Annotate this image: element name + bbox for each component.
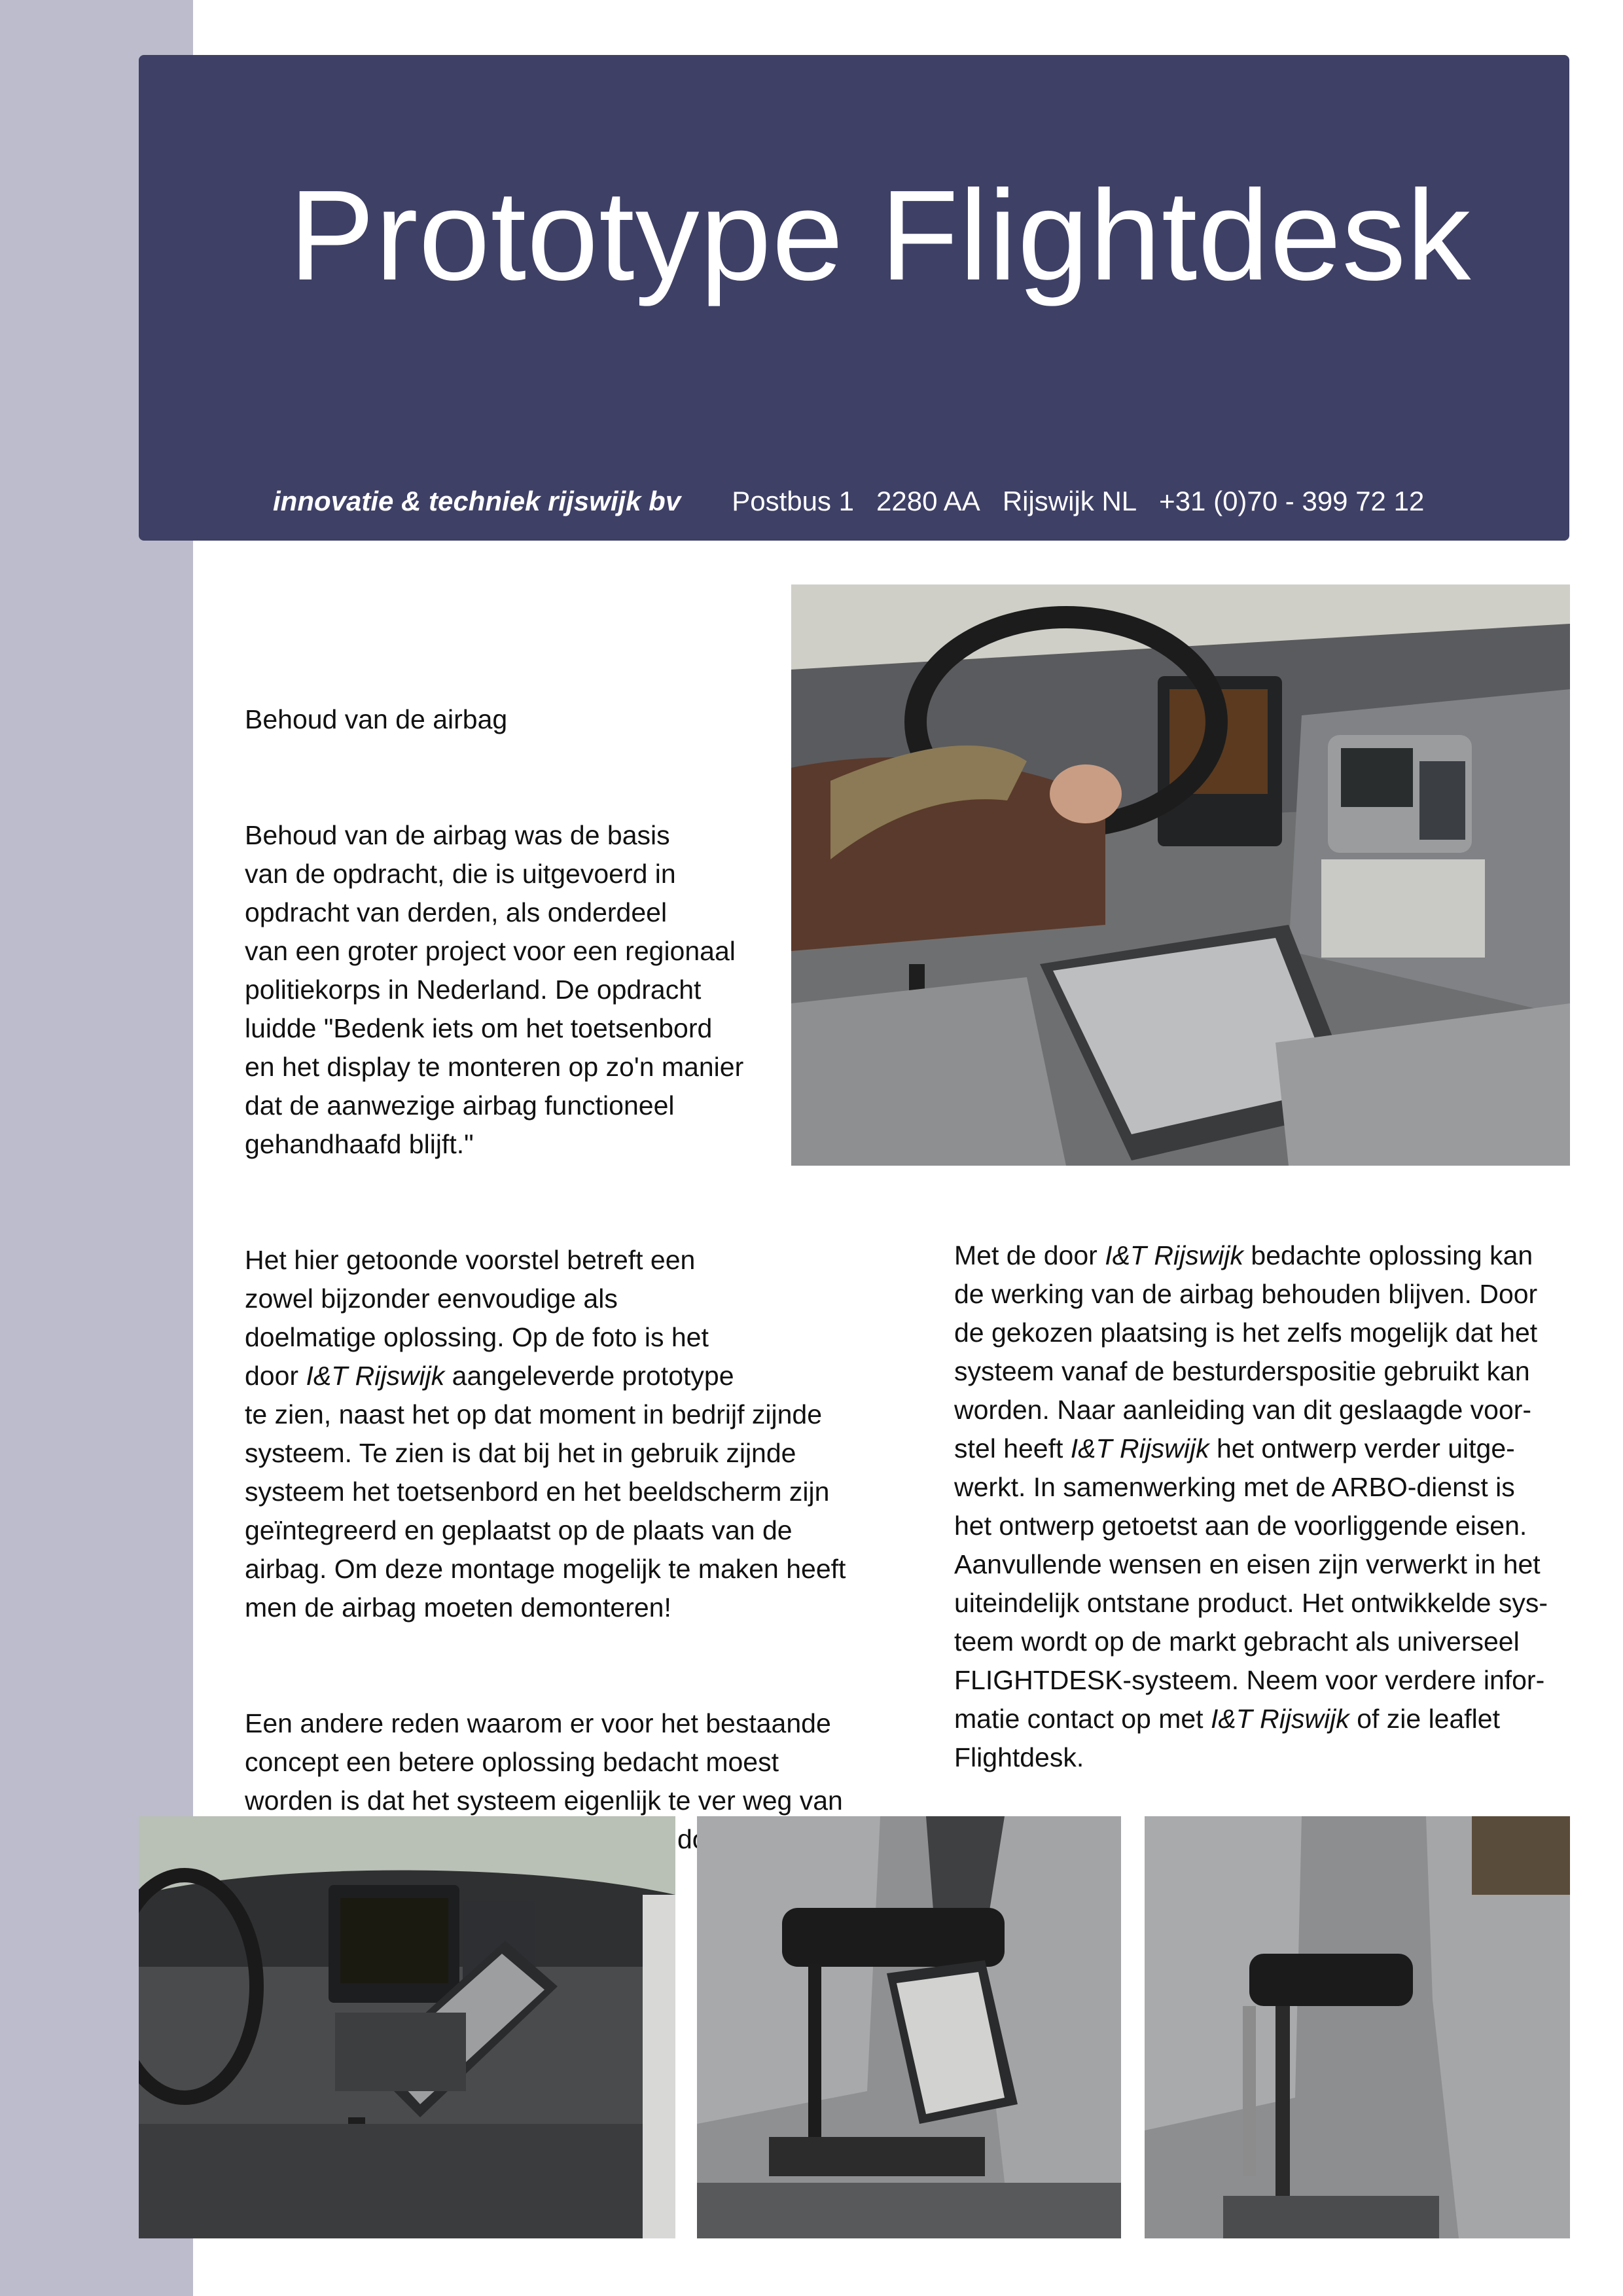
paragraph-3: Een andere reden waarom er voor het bestaande concept een betere oplossing bedacht moest worden is dat het systeem eigenlijk te ver weg van (245, 1708, 843, 1816)
text-run: het ontwerp verder uitge- werkt. In samenwerking met de ARBO-dienst is het ontwerp getoetst aan de voorliggende eisen. Aanvullende wensen en eisen zijn verwerkt in het uiteindelijk ontstane product. Het ontwikkelde sys- teem wordt op de markt gebracht als universeel FLIGHTDESK-systeem. Neem voor verdere infor- matie contact op met (954, 1433, 1548, 1734)
company-mention: I&T Rijswijk (306, 1361, 445, 1391)
photo-existing-dash-system (139, 1816, 675, 2238)
left-text-column (245, 662, 873, 1975)
company-name: innovatie & techniek rijswijk bv (273, 486, 681, 516)
right-text-column (954, 1198, 1569, 1854)
text-run: Het hier getoonde voorstel betreft een zowel bijzonder eenvoudige als doelmatige oplossing. Op de foto is het door (245, 1245, 709, 1391)
text-run: aangeleverde prototype te zien, naast het op dat moment in bedrijf zijnde systeem. Te zien is dat bij het in gebruik zijnde systeem het toetsenbord en het beeldscherm zijn geïntegreerd en geplaatst op de plaats van de airbag. Om deze montage mogelijk te maken heeft men de airbag moeten demonteren! (245, 1361, 846, 1623)
photo-armrest-keyboard (697, 1816, 1121, 2238)
postbus: Postbus 1 (732, 486, 854, 516)
company-mention: I&T Rijswijk (1105, 1240, 1244, 1270)
text-run: Met de door (954, 1240, 1105, 1270)
text-run: of zie leaflet Flightdesk. (954, 1704, 1500, 1772)
photo-prototype-in-car (791, 584, 1570, 1166)
city: Rijswijk NL (1002, 486, 1137, 516)
paragraph-4 (954, 1236, 1569, 1777)
text-run: bedachte oplossing kan de werking van de airbag behouden blijven. Door de gekozen plaatsing is het zelfs mogelijk dat het systeem vanaf de besturderspositie gebruikt kan worden. Naar aanleiding van dit geslaagde voor- stel heeft (954, 1240, 1538, 1463)
company-mention: I&T Rijswijk (1070, 1433, 1209, 1463)
header-banner (139, 55, 1569, 541)
page-title: Prototype Flightdesk (289, 164, 1472, 307)
paragraph-2 (245, 1241, 873, 1627)
contact-line (273, 486, 1424, 517)
section-heading: Behoud van de airbag (245, 704, 508, 734)
paragraph-1: Behoud van de airbag was de basis van de opdracht, die is uitgevoerd in opdracht van derden, als onderdeel van een groter project voor een regionaal politiekorps in Nederland. De opdracht luidde "Bedenk iets om het toetsenbord en het display te monteren op zo'n manier dat de aanwezige airbag functioneel gehandhaafd blijft." (245, 820, 744, 1159)
photo-armrest-folded (1145, 1816, 1570, 2238)
company-mention: I&T Rijswijk (1210, 1704, 1349, 1734)
phone-number: +31 (0)70 - 399 72 12 (1159, 486, 1425, 516)
postcode: 2280 AA (876, 486, 980, 516)
